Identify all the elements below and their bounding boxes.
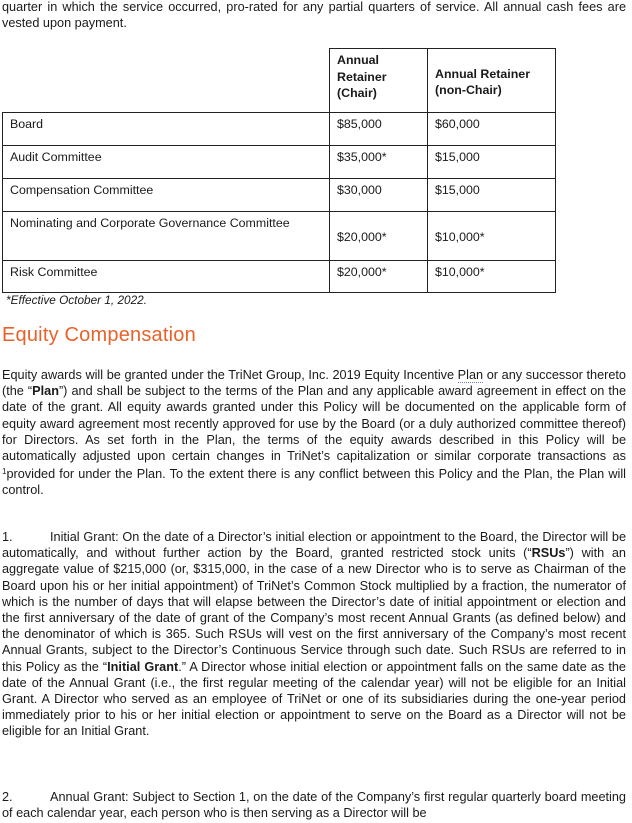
annual-grant-text: Annual Grant: Subject to Section 1, on the date of the Company’s first regular quarterly board meeting of each calendar year, each person who is then serving as a Director will be — [2, 790, 626, 821]
item-number: 2. — [2, 790, 13, 804]
fee-table-row — [3, 212, 556, 261]
initial-grant-text-1: Initial Grant: On the date of a Director’s initial election or appointment to the Board, the Director will be automatically, and without further action by the Board, granted restricted stock units (“ — [2, 530, 626, 561]
fee-table-header-non-chair: Annual Retainer (non-Chair) — [428, 49, 556, 113]
initial-grant-item — [2, 529, 626, 740]
fee-table-header-row — [3, 49, 556, 113]
initial-grant-text-2: ”) with an aggregate value of $215,000 (or, $315,000, in the case of a new Director who is to serve as Chairman of the Board upon his or her initial appointment) of TriNet’s Common Stock multiplied by a fraction, the numerator of which is the number of days that will elapse between the Director’s date of initial appointment or election and the first anniversary of the date of grant of the Company’s most recent Annual Grants (as defined below) and the denominator of which is 365. Such RSUs will vest on the first anniversary of the Company’s most recent Annual Grants, subject to the Director’s Continuous Service through such date. Such RSUs are referred to in this Policy as the “ — [2, 546, 626, 674]
fee-row-non-chair: $15,000 — [428, 146, 556, 179]
fee-row-label: Compensation Committee — [3, 179, 330, 212]
fee-table-row — [3, 179, 556, 212]
equity-text-1: Equity awards will be granted under the TriNet Group, Inc. 2019 Equity Incentive — [2, 368, 458, 382]
fee-table — [2, 48, 556, 293]
fee-row-chair: $35,000* — [330, 146, 428, 179]
equity-text-2: or any successor thereto (the “ — [2, 368, 626, 399]
fee-row-label: Nominating and Corporate Governance Committee — [3, 212, 330, 261]
item-number: 1. — [2, 530, 13, 544]
annual-grant-item — [2, 789, 626, 821]
initial-grant-text-3: .” A Director whose initial election or appointment falls on the same date as the date of the Annual Grant (i.e., the first regular meeting of the calendar year) will not be eligible for an Initial Grant. A Director who served as an employee of TriNet or one of its subsidiaries during the one-year period immediately prior to his or her initial election or appointment to serve on the Board as a Director will not be eligible for an Initial Grant. — [2, 659, 626, 739]
footnote-marker: 1 — [2, 467, 7, 477]
fee-row-non-chair: $60,000 — [428, 113, 556, 146]
intro-paragraph: quarter in which the service occurred, pro-rated for any partial quarters of service. All annual cash fees are vested upon payment. — [2, 0, 626, 31]
equity-text-3: ”) and shall be subject to the terms of the Plan and any applicable award agreement in effect on the date of the grant. All equity awards granted under this Policy will be documented on the applicable form of equity award agreement most recently approved for use by the Board (or a duly authorized committee thereof) for Directors. As set forth in the Plan, the terms of the equity awards described in this Policy will be automatically adjusted upon certain changes in TriNet’s capitalization or similar corporate transactions as — [2, 384, 626, 464]
table-footnote: *Effective October 1, 2022. — [6, 293, 147, 307]
fee-table-header-chair: Annual Retainer (Chair) — [330, 49, 428, 113]
plan-defined-term: Plan — [32, 384, 59, 399]
fee-row-chair: $20,000* — [330, 261, 428, 293]
fee-row-chair: $20,000* — [330, 212, 428, 261]
fee-row-non-chair: $10,000* — [428, 261, 556, 293]
fee-table-row — [3, 146, 556, 179]
fee-row-label: Board — [3, 113, 330, 146]
fee-row-label: Risk Committee — [3, 261, 330, 293]
section-title: Equity Compensation — [2, 324, 196, 346]
initial-grant-defined-term: Initial Grant — [107, 659, 179, 674]
fee-table-row — [3, 261, 556, 293]
fee-row-non-chair: $10,000* — [428, 212, 556, 261]
fee-row-chair: $30,000 — [330, 179, 428, 212]
fee-row-label: Audit Committee — [3, 146, 330, 179]
equity-text-4: provided for under the Plan. To the extent there is any conflict between this Policy and the Plan, the Plan will control. — [2, 467, 626, 498]
fee-table-row — [3, 113, 556, 146]
fee-table-header-blank — [3, 49, 330, 113]
rsu-defined-term: RSUs — [531, 546, 566, 561]
fee-row-chair: $85,000 — [330, 113, 428, 146]
equity-paragraph — [2, 367, 626, 499]
fee-row-non-chair: $15,000 — [428, 179, 556, 212]
plan-link[interactable]: Plan — [457, 368, 484, 382]
